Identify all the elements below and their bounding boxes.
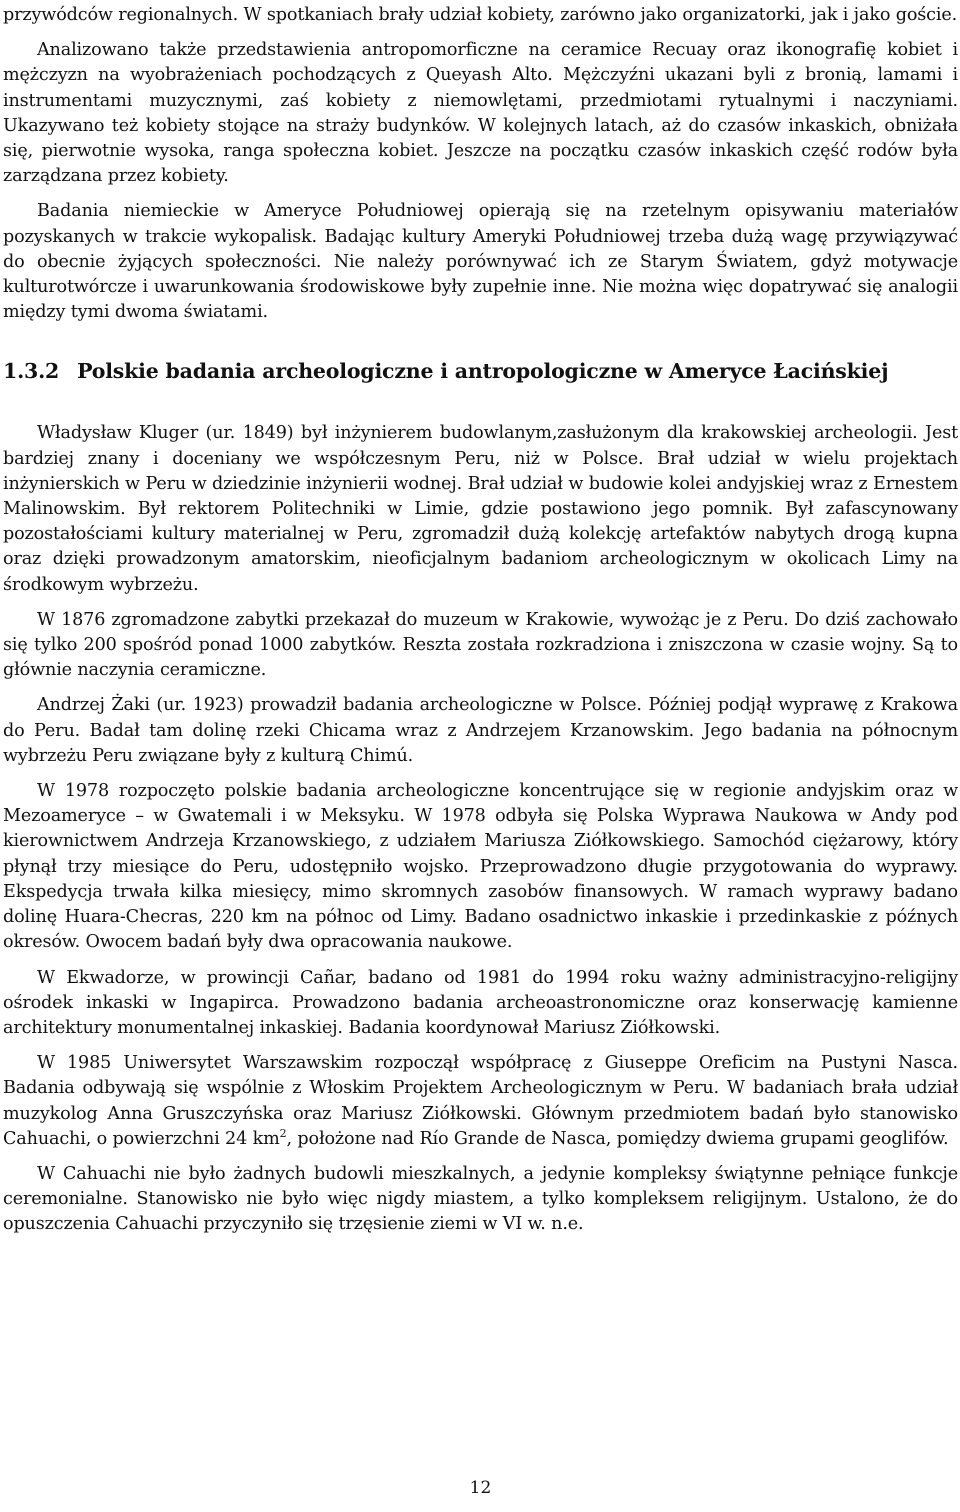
paragraph-recuay-iconography: Analizowano także przedstawienia antropomorficzne na ceramice Recuay oraz ikonografię kobiet i mężczyzn na wyobrażeniach pochodzących z Queyash Alto. Mężczyźni ukazani byli z bronią, lamami i instrumentami muzycznymi, zaś kobiety z niemowlętami, przedmiotami rytualnymi i naczyniami. Ukazywano też kobiety stojące na straży budynków. W kolejnych latach, aż do czasów inkaskich, obniżała się, pierwotnie wysoka, ranga społeczna kobiet. Jeszcze na początku czasów inkaskich część rodów była zarządzana przez kobiety. xyxy=(3,40,958,187)
paragraph-krakow-museum: W 1876 zgromadzone zabytki przekazał do muzeum w Krakowie, wywożąc je z Peru. Do dziś zachowało się tylko 200 spośród ponad 1000 zabytków. Reszta została rozkradziona i zniszczona w czasie wojny. Są to głównie naczynia ceramiczne. xyxy=(3,609,958,681)
paragraph-kluger: Władysław Kluger (ur. 1849) był inżynierem budowlanym,zasłużonym dla krakowskiej archeologii. Jest bardziej znany i doceniany we współczesnym Peru, niż w Polsce. Brał udział w wielu projektach inżynierskich w Peru w dziedzinie inżynierii wodnej. Brał udział w budowie kolei andyjskiej wraz z Ernestem Malinowskim. Był rektorem Politechniki w Limie, gdzie postawiono jego pomnik. Był zafascynowany pozostałościami kultury materialnej w Peru, zgromadził dużą kolekcję artefaktów nabytych drogą kupna oraz dzięki prowadzonym amatorskim, nieoficjalnym badaniom archeologicznym w okolicach Limy na środkowym wybrzeżu. xyxy=(3,423,958,595)
section-heading xyxy=(3,357,958,385)
paragraph-nasca-before: W 1985 Uniwersytet Warszawskim rozpoczął współpracę z Giuseppe Oreficim na Pustyni Nasca. Badania odbywają się wspólnie z Włoskim Projektem Archeologicznym w Peru. W badaniach brała udział muzykolog Anna Gruszczyńska oraz Mariusz Ziółkowski. Głównym przedmiotem badań było stanowisko Cahuachi, o powierzchni 24 km xyxy=(3,1053,958,1149)
paragraph-cahuachi: W Cahuachi nie było żadnych budowli mieszkalnych, a jedynie kompleksy świątynne pełniące funkcje ceremonialne. Stanowisko nie było więc nigdy miastem, a tylko kompleksem religijnym. Ustalono, że do opuszczenia Cahuachi przyczyniło się trzęsienie ziemi w VI w. n.e. xyxy=(3,1163,958,1235)
paragraph-german-research: Badania niemieckie w Ameryce Południowej opierają się na rzetelnym opisywaniu materiałów pozyskanych w trakcie wykopalisk. Badając kultury Ameryki Południowej trzeba dużą wagę przywiązywać do obecnie żyjących społeczności. Nie należy porównywać ich ze Starym Światem, gdyż motywacje kulturotwórcze i uwarunkowania środowiskowe były zupełnie inne. Nie można więc dopatrywać się analogii między tymi dwoma światami. xyxy=(3,201,958,323)
paragraph-zaki: Andrzej Żaki (ur. 1923) prowadził badania archeologiczne w Polsce. Później podjął wyprawę z Krakowa do Peru. Badał tam dolinę rzeki Chicama wraz z Andrzejem Krzanowskim. Jego badania na północnym wybrzeżu Peru związane były z kulturą Chimú. xyxy=(3,695,958,766)
section-title: Polskie badania archeologiczne i antropologiczne w Ameryce Łacińskiej xyxy=(77,359,889,384)
paragraph-1978-expedition: W 1978 rozpoczęto polskie badania archeologiczne koncentrujące się w regionie andyjskim oraz w Mezoameryce – w Gwatemali i w Meksyku. W 1978 odbyła się Polska Wyprawa Naukowa w Andy pod kierownictwem Andrzeja Krzanowskiego, z udziałem Mariusza Ziółkowskiego. Samochód ciężarowy, który płynął trzy miesiące do Peru, udostępniło wojsko. Przeprowadzono długie przygotowania do wyprawy. Ekspedycja trwała kilka miesięcy, mimo skromnych zasobów finansowych. W ramach wyprawy badano dolinę Huara-Checras, 220 km na północ od Limy. Badano osadnictwo inkaskie i przedinkaskie z późnych okresów. Owocem badań były dwa opracowania naukowe. xyxy=(3,781,958,953)
paragraph-ecuador: W Ekwadorze, w prowincji Cañar, badano od 1981 do 1994 roku ważny administracyjno-religijny ośrodek inkaski w Ingapirca. Prowadzono badania archeoastronomiczne oraz konserwację kamienne architektury monumentalnej inkaskiej. Badania koordynował Mariusz Ziółkowski. xyxy=(3,967,958,1038)
document-page xyxy=(3,0,958,1512)
section-number: 1.3.2 xyxy=(3,359,60,384)
superscript-squared: 2 xyxy=(279,1126,287,1140)
paragraph-continuation: przywódców regionalnych. W spotkaniach brały udział kobiety, zarówno jako organizatorki, jak i jako goście. xyxy=(3,5,958,25)
paragraph-nasca xyxy=(3,1051,958,1152)
paragraph-nasca-after: , położone nad Río Grande de Nasca, pomiędzy dwiema grupami geoglifów. xyxy=(286,1128,949,1149)
page-number: 12 xyxy=(469,1478,492,1498)
text-block xyxy=(3,0,958,1238)
